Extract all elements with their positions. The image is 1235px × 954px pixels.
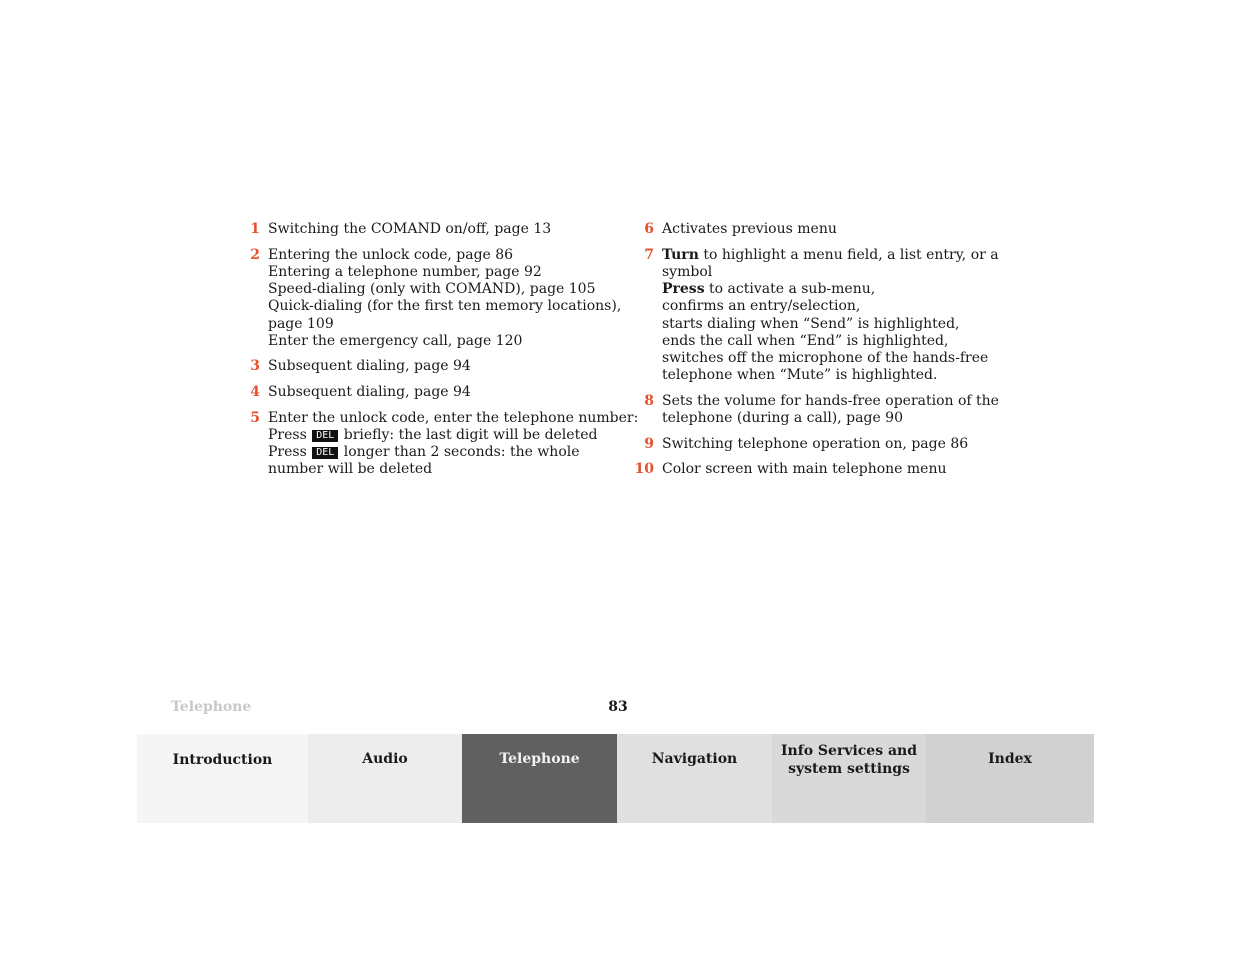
legend-text: ends the call when “End” is highlighted, <box>662 332 949 349</box>
legend-item-1 <box>236 221 616 238</box>
chapter-nav-bar <box>137 734 1094 823</box>
legend-text: telephone (during a call), page 90 <box>662 410 903 427</box>
legend-text: Subsequent dialing, page 94 <box>268 384 471 401</box>
legend-left-column <box>236 221 639 487</box>
legend-text: longer than 2 seconds: the whole <box>343 444 580 461</box>
nav-tab-telephone[interactable] <box>462 734 617 823</box>
nav-tab-navigation[interactable] <box>617 734 772 823</box>
legend-number: 4 <box>250 384 260 401</box>
nav-tab-label: Introduction <box>172 752 273 768</box>
nav-tab-label: Info Services and <box>780 743 918 759</box>
legend-text: to activate a sub-menu, <box>709 281 876 298</box>
legend-text: to highlight a menu field, a list entry, or a <box>703 246 999 263</box>
legend-text: number will be deleted <box>268 461 433 478</box>
press-word: Press <box>268 427 307 444</box>
legend-number: 10 <box>634 461 654 478</box>
legend-number: 2 <box>250 246 260 263</box>
legend-item-2 <box>236 246 622 350</box>
legend-text: Enter the emergency call, page 120 <box>268 332 523 349</box>
nav-tab-label: Telephone <box>499 751 580 767</box>
legend-item-3 <box>236 358 616 375</box>
legend-text: starts dialing when “Send” is highlighted, <box>662 315 960 332</box>
legend-text-with-key <box>268 427 616 444</box>
legend-number: 6 <box>644 221 654 237</box>
legend-text: switches off the microphone of the hands-free <box>662 349 989 366</box>
legend-text: symbol <box>662 263 713 280</box>
legend-text <box>662 246 999 264</box>
legend-text: Entering the unlock code, page 86 <box>268 246 514 263</box>
legend-text: briefly: the last digit will be deleted <box>343 427 598 444</box>
legend-number: 1 <box>250 221 260 237</box>
legend-text: Subsequent dialing, page 94 <box>268 358 471 375</box>
nav-tab-audio[interactable] <box>308 734 462 823</box>
nav-tab-label: system settings <box>788 761 910 777</box>
legend-number: 3 <box>250 358 260 375</box>
legend-text <box>662 281 990 298</box>
legend-text: Speed-dialing (only with COMAND), page 105 <box>268 281 596 298</box>
legend-item-7 <box>630 246 999 385</box>
legend-text-with-key <box>268 444 616 461</box>
legend-text: telephone when “Mute” is highlighted. <box>662 367 938 384</box>
legend-text: Enter the unlock code, enter the telephone number: <box>268 409 639 426</box>
page-number: 83 <box>608 699 628 715</box>
legend-item-9 <box>630 436 990 453</box>
legend-text: Activates previous menu <box>662 221 837 237</box>
legend-item-6 <box>630 221 990 238</box>
turn-keyword: Turn <box>662 246 699 263</box>
legend-item-8 <box>630 392 999 427</box>
legend-item-4 <box>236 384 616 401</box>
nav-tab-label: Navigation <box>651 751 738 767</box>
nav-tab-label: Index <box>988 751 1032 767</box>
nav-tab-index[interactable] <box>926 734 1094 823</box>
legend-text: confirms an entry/selection, <box>662 298 861 315</box>
nav-tab-label: Audio <box>362 751 408 767</box>
legend-text: Entering a telephone number, page 92 <box>268 263 542 280</box>
press-word: Press <box>268 444 307 461</box>
legend-number: 5 <box>250 409 260 426</box>
legend-number: 8 <box>644 392 654 409</box>
legend-right-column <box>630 221 999 487</box>
legend-text: Switching the COMAND on/off, page 13 <box>268 221 552 237</box>
section-label: Telephone <box>171 699 252 715</box>
legend-item-5 <box>236 409 639 479</box>
legend-text: Color screen with main telephone menu <box>662 461 947 478</box>
legend-text: Sets the volume for hands-free operation of the <box>662 392 999 409</box>
legend-number: 7 <box>644 246 654 263</box>
legend-item-10 <box>630 461 990 478</box>
legend-text: page 109 <box>268 315 334 332</box>
del-key-icon: DEL <box>312 447 338 459</box>
legend-number: 9 <box>644 435 654 452</box>
legend-text: Switching telephone operation on, page 86 <box>662 435 969 452</box>
nav-tab-info-services[interactable] <box>772 734 926 823</box>
press-keyword: Press <box>662 281 705 298</box>
legend-text: Quick-dialing (for the first ten memory locations), <box>268 298 622 315</box>
del-key-icon: DEL <box>312 430 338 442</box>
nav-tab-introduction[interactable] <box>137 734 308 823</box>
